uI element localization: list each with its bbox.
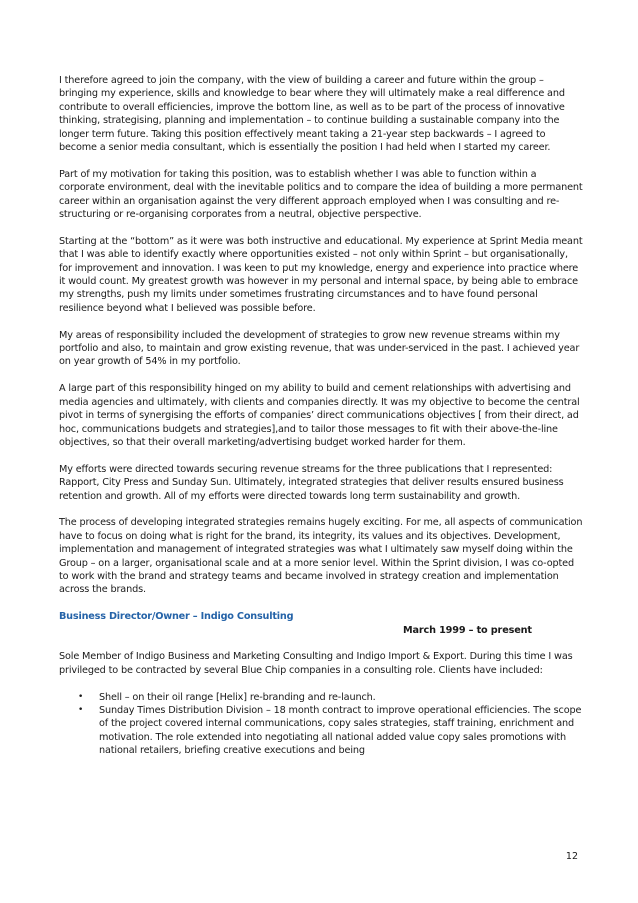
paragraph-2: Part of my motivation for taking this position, was to establish whether I was able to function within a corporate environment, deal with the inevitable politics and to compare the idea of building a more permanent career within an organisation against the very different approach employed when I was consulting and re-structuring or re-organising corporates from a neutral, objective perspective. [59,168,583,221]
bullet-icon: • [78,704,84,715]
paragraph-6: My efforts were directed towards securing revenue streams for the three publications that I represented: Rapport, City Press and Sunday Sun. Ultimately, integrated strategies that deliver results ensured business retention and growth. All of my efforts were directed towards long term sustainability and growth. [59,463,564,502]
paragraph-7: The process of developing integrated strategies remains hugely exciting. For me, all aspects of communication have to focus on doing what is right for the brand, its integrity, its values and its objectives. Development, implementation and management of integrated strategies was what I ultimately saw myself doing within the Group – on a larger, organisational scale and at a more senior level. Within the Sprint division, I was co-opted to work with the brand and strategy teams and became involved in strategy creation and implementation across the brands. [59,517,583,596]
paragraph-3: Starting at the “bottom” as it were was both instructive and educational. My experience at Sprint Media meant that I was able to identify exactly where opportunities existed – not only within Sprint – but organisationally, for improvement and innovation. I was keen to put my knowledge, energy and experience into practice where it would count. My greatest growth was however in my personal and internal space, by being able to embrace my strengths, push my limits under sometimes frustrating circumstances and to have found personal resilience beyond what I believed was possible before. [59,235,583,314]
section-intro: Sole Member of Indigo Business and Marketing Consulting and Indigo Import & Export. During this time I was privileged to be contracted by several Blue Chip companies in a consulting role. Clients have included: [59,651,573,676]
page-content [59,74,583,758]
list-item-text: Shell – on their oil range [Helix] re-branding and re-launch. [99,691,376,703]
client-list [59,691,583,758]
bullet-icon: • [78,691,84,702]
page-number: 12 [565,851,578,862]
list-item-text: Sunday Times Distribution Division – 18 month contract to improve operational efficiencies. The scope of the project covered internal communications, copy sales strategies, staff training, enrichment and motivation. The role extended into negotiating all national added value copy sales promotions with national retailers, briefing creative executions and being [99,704,582,757]
paragraph-5: A large part of this responsibility hinged on my ability to build and cement relationships with advertising and media agencies and ultimately, with clients and companies directly. It was my objective to become the central pivot in terms of synergising the efforts of companies’ direct communications objectives [ from their direct, ad hoc, communications budgets and strategies],and to tailor those messages to fit with their above-the-line objectives, so that their overall marketing/advertising budget worked harder for them. [59,383,580,448]
list-item [59,704,583,758]
paragraph-4: My areas of responsibility included the development of strategies to grow new revenue streams within my portfolio and also, to maintain and grow existing revenue, that was under-serviced in the past. I achieved year on year growth of 54% in my portfolio. [59,329,580,368]
list-item [59,691,583,704]
section-heading: Business Director/Owner – Indigo Consulting [59,611,294,623]
paragraph-1: I therefore agreed to join the company, with the view of building a career and future within the group – bringing my experience, skills and knowledge to bear where they will ultimately make a real difference and contribute to overall efficiencies, improve the bottom line, as well as to be part of the process of innovative thinking, strategising, planning and implementation – to continue building a sustainable company into the longer term future. Taking this position effectively meant taking a 21-year step backwards – I agreed to become a senior media consultant, which is essentially the position I had held when I started my career. [59,75,565,154]
section-date: March 1999 – to present [403,624,532,636]
